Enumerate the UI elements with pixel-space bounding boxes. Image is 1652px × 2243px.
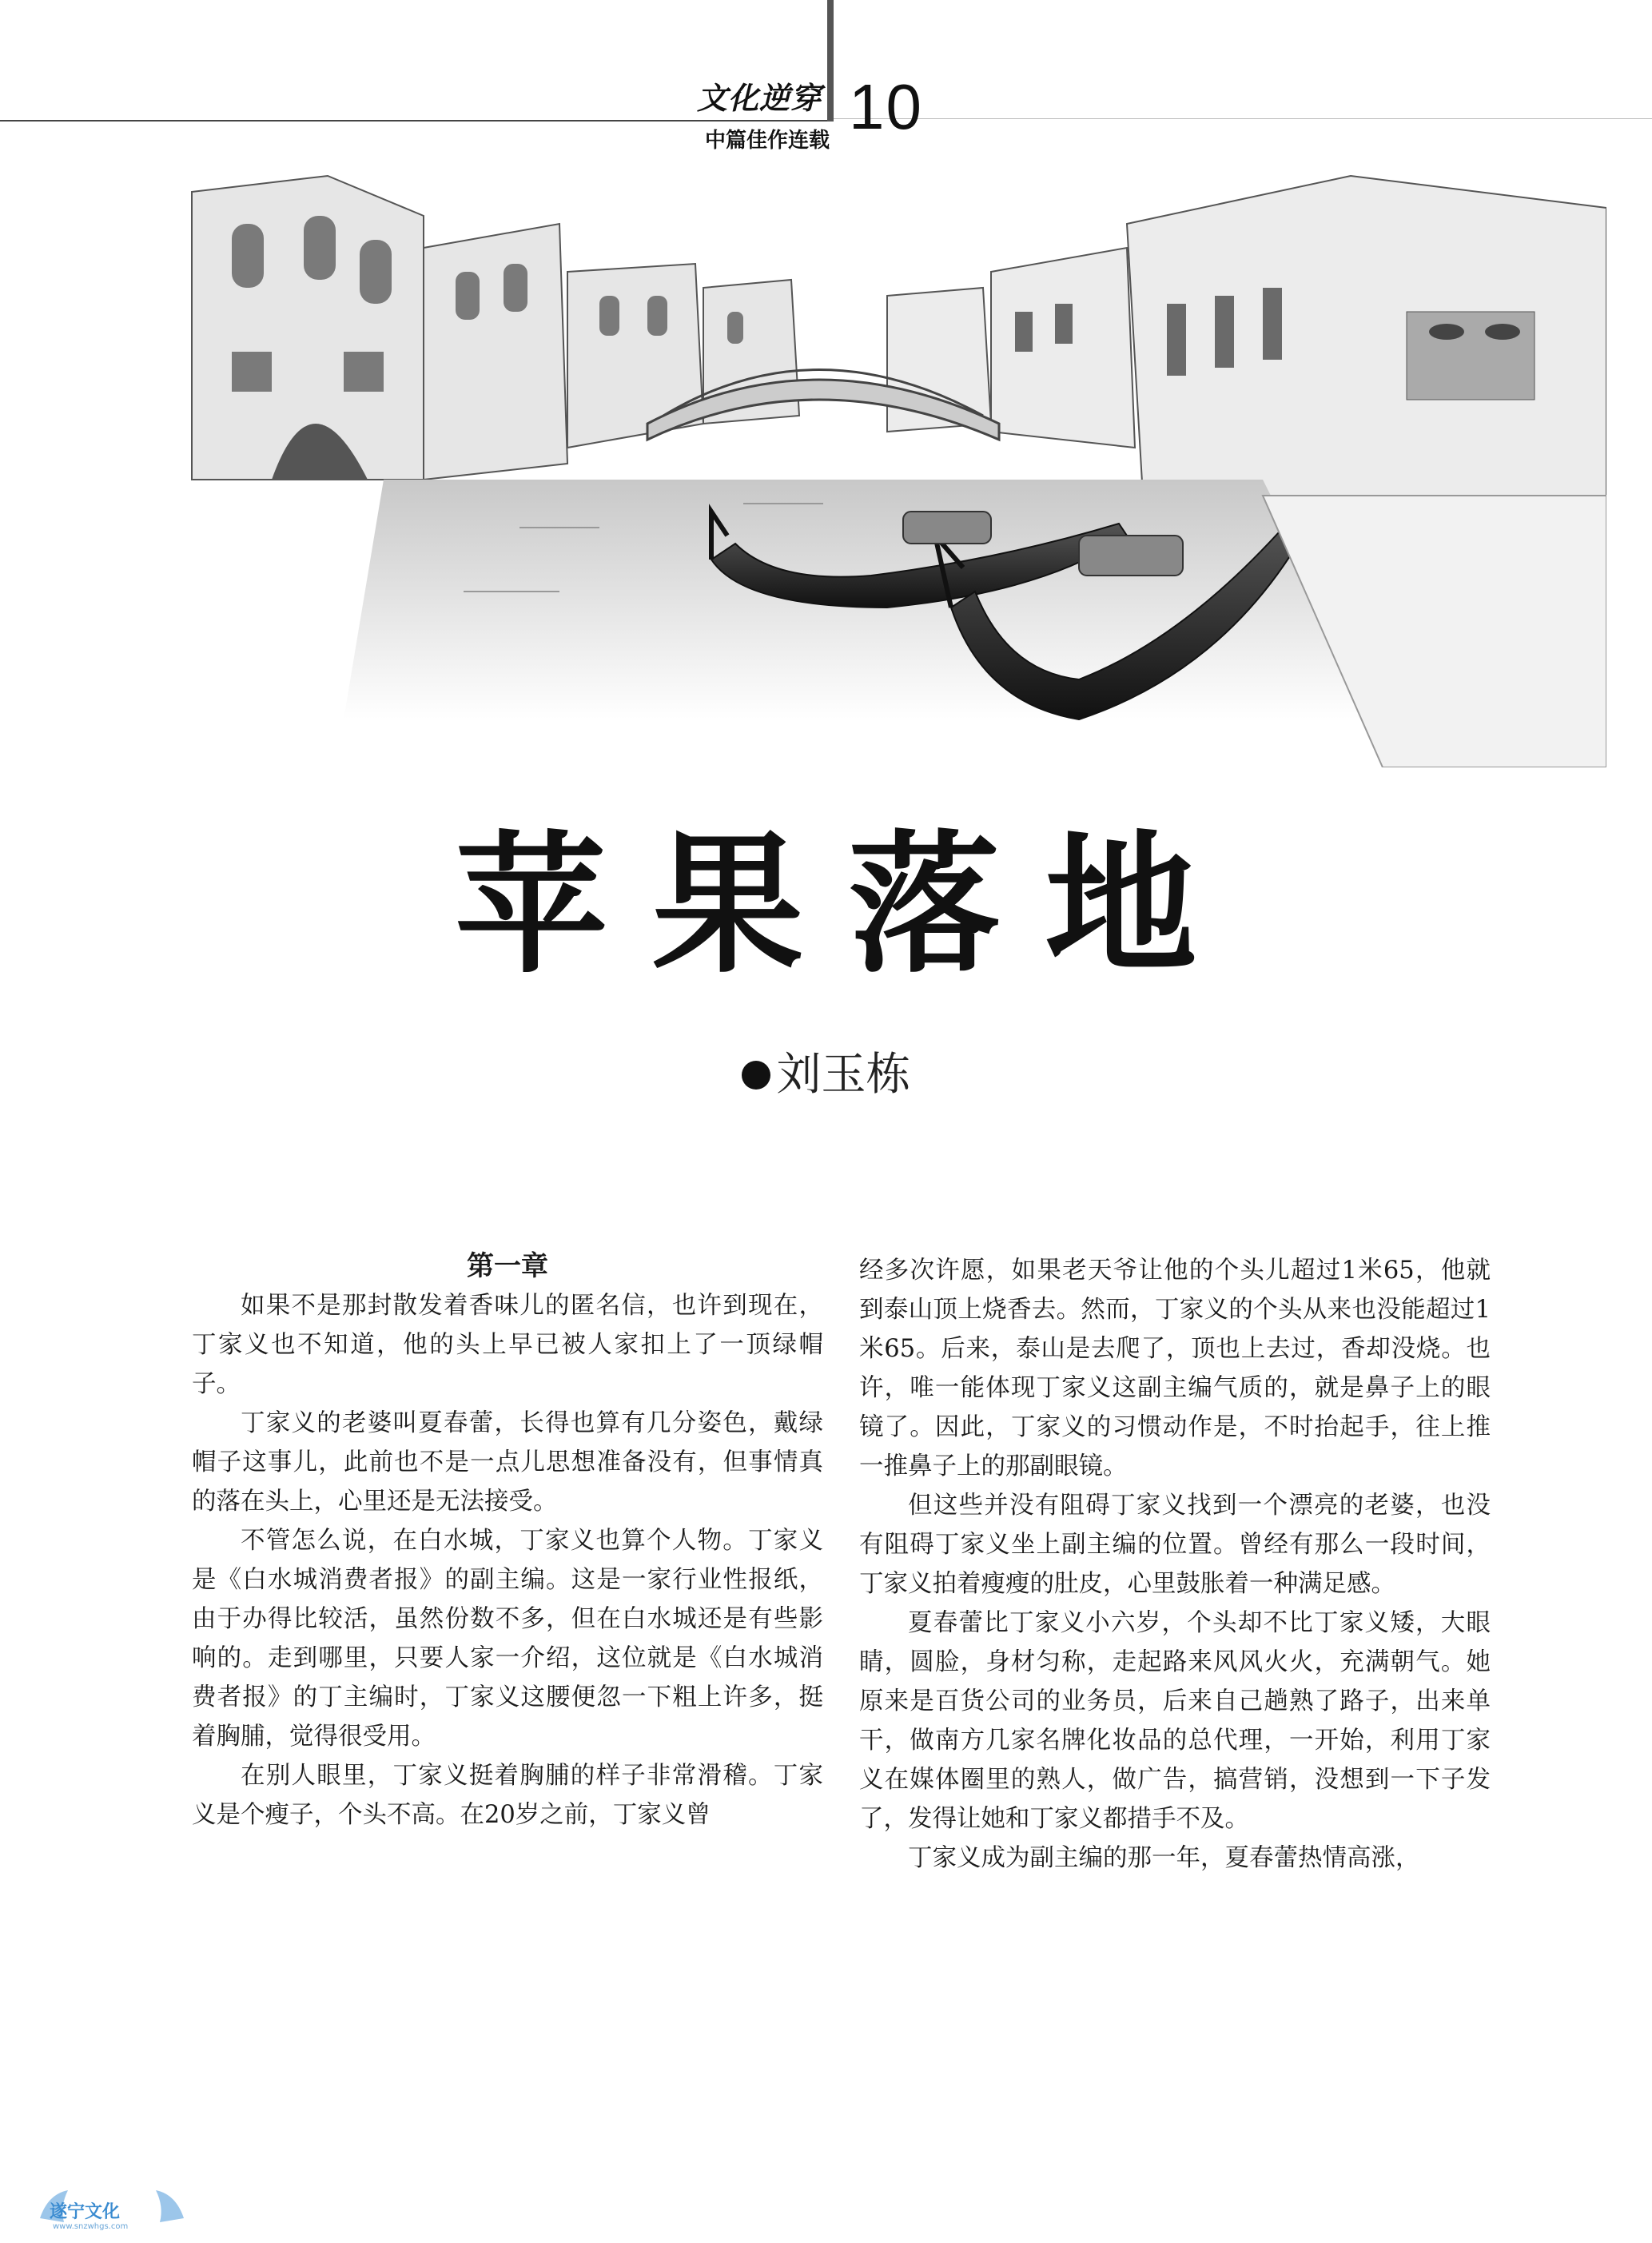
paragraph: 但这些并没有阻碍丁家义找到一个漂亮的老婆，也没有阻碍丁家义坐上副主编的位置。曾经有那么一段时间，丁家义拍着瘦瘦的肚皮，心里鼓胀着一种满足感。 <box>859 1492 1491 1598</box>
article-author <box>0 1039 1652 1103</box>
paragraph: 丁家义成为副主编的那一年，夏春蕾热情高涨， <box>908 1844 1420 1872</box>
right-column <box>859 1251 1491 1878</box>
paragraph-continuation: 经多次许愿，如果老天爷让他的个头儿超过1米65，他就到泰山顶上烧香去。然而，丁家义的个头从来也没能超过1米65。后来，泰山是去爬了，顶也上去过，香却没烧。也许，唯一能体现丁家义这副主编气质的，就是鼻子上的眼镜了。因此，丁家义的习惯动作是，不时抬起手，往上推一推鼻子上的那副眼镜。 <box>859 1257 1491 1480</box>
paragraph: 不管怎么说，在白水城，丁家义也算个人物。丁家义是《白水城消费者报》的副主编。这是一家行业性报纸，由于办得比较活，虽然份数不多，但在白水城还是有些影响的。走到哪里，只要人家一介绍，这位就是《白水城消费者报》的丁主编时，丁家义这腰便忽一下粗上许多，挺着胸脯，觉得很受用。 <box>192 1527 823 1751</box>
page-number: 10 <box>849 71 923 142</box>
section-name: 文化逆穿 <box>696 81 822 116</box>
chapter-heading: 第一章 <box>467 1250 548 1282</box>
paragraph: 夏春蕾比丁家义小六岁，个头却不比丁家义矮，大眼睛，圆脸，身材匀称，走起路来风风火火，充满朝气。她原来是百货公司的业务员，后来自己趟熟了路子，出来单干，做南方几家名牌化妆品的总代理，一开始，利用丁家义在媒体圈里的熟人，做广告，搞营销，没想到一下子发了，发得让她和丁家义都措手不及。 <box>859 1609 1491 1833</box>
logo-text: 遂宁文化 <box>50 2202 121 2222</box>
header-divider <box>827 0 834 122</box>
bullet-dot-icon <box>742 1061 770 1090</box>
author-name: 刘玉栋 <box>776 1049 911 1101</box>
header-rule-right <box>831 118 1652 119</box>
paragraph: 在别人眼里，丁家义挺着胸脯的样子非常滑稽。丁家义是个瘦子，个头不高。在20岁之前，丁家义曾 <box>192 1762 823 1829</box>
section-subtitle: 中篇佳作连载 <box>704 129 830 153</box>
logo-url: www.snzwhgs.com <box>53 2222 129 2231</box>
venice-canal-gondola-illustration <box>184 160 1606 767</box>
left-column <box>192 1247 823 1835</box>
article-title: 苹果落地 <box>455 815 1242 994</box>
paragraph: 如果不是那封散发着香味儿的匿名信，也许到现在，丁家义也不知道，他的头上早已被人家扣上了一顶绿帽子。 <box>192 1292 823 1398</box>
paragraph: 丁家义的老婆叫夏春蕾，长得也算有几分姿色，戴绿帽子这事儿，此前也不是一点儿思想准备没有，但事情真的落在头上，心里还是无法接受。 <box>192 1409 823 1516</box>
